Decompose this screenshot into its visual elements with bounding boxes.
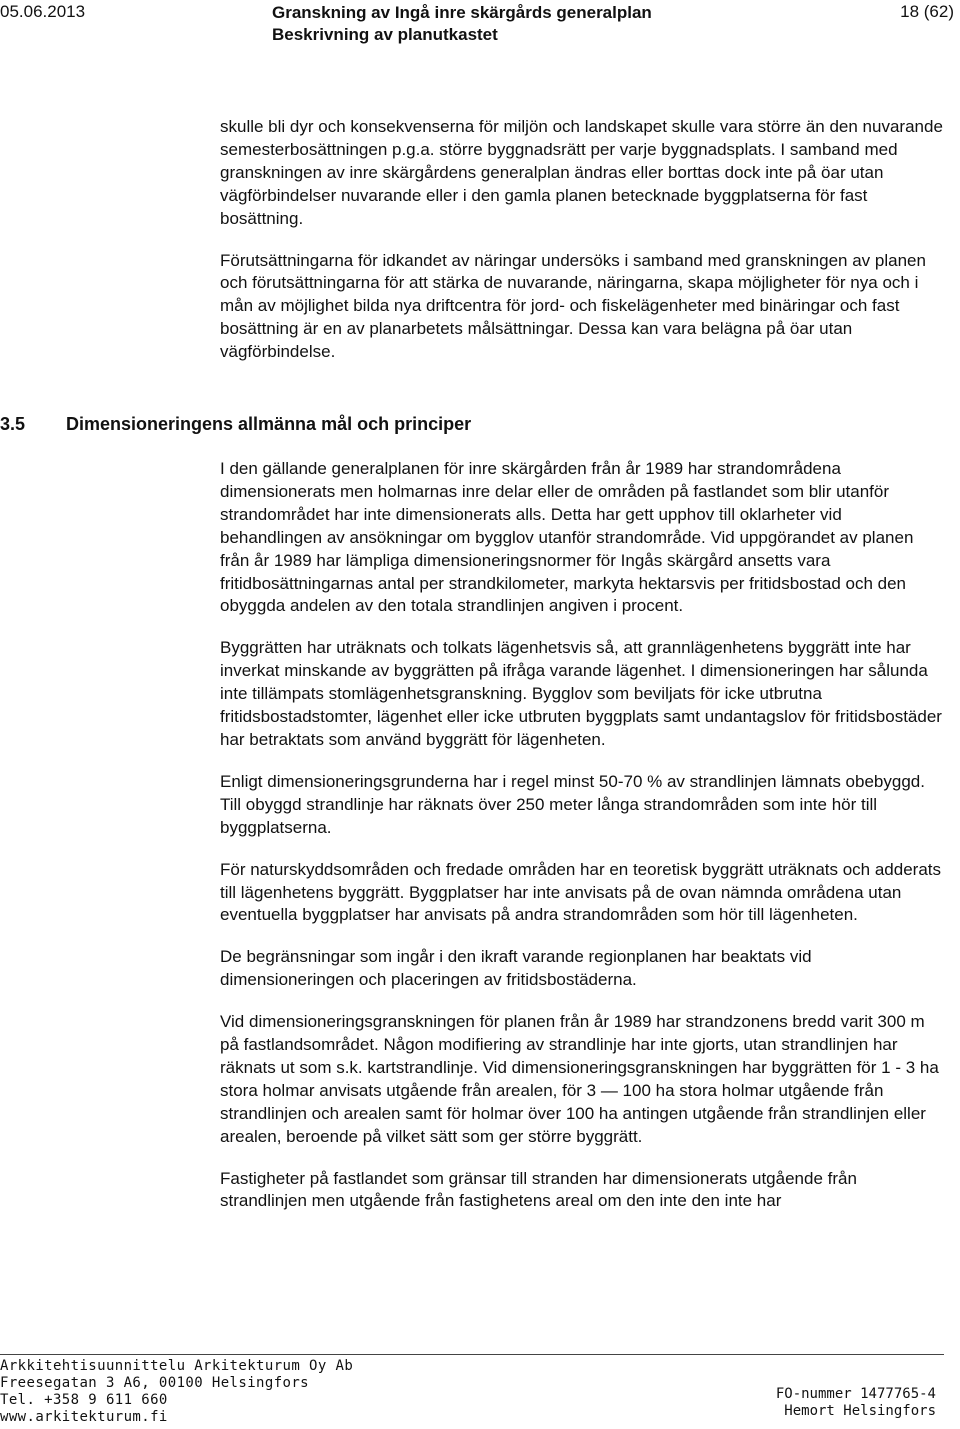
footer-contact bbox=[0, 1358, 353, 1426]
paragraph: skulle bli dyr och konsekvenserna för miljön och landskapet skulle vara större än den nuvarande semesterbosättningen p.g.a. större byggnadsrätt per varje byggnadsplats. I samband med granskningen av inre skärgårdens generalplan ändras eller borttas dock inte på öar utan vägförbindelser nuvarande eller i den gamla planen betecknade byggplatserna för fast bosättning. bbox=[220, 117, 943, 228]
paragraph: De begränsningar som ingår i den ikraft varande regionplanen har beaktats vid dimensioneringen och placeringen av fritidsbostäderna. bbox=[220, 947, 812, 990]
page-number: 18 (62) bbox=[900, 2, 954, 21]
paragraph: I den gällande generalplanen för inre skärgården från år 1989 har strandområdena dimensionerats men holmarnas inre delar eller de områden på fastlandet som blir utanför strandområdet har inte dimensionerats alls. Detta har gett upphov till oklarheter vid behandlingen av ansökningar om bygglov utanför strandområde. Vid uppgörandet av planen från år 1989 har lämpliga dimensioneringsnormer för Ingås skärgård ansetts vara fritidbosättningarnas antal per strandkilometer, markyta hektarsvis per fritidsbostad och den obyggda andelen av den totala strandlinjen angiven i procent. bbox=[220, 459, 914, 616]
intro-text-block bbox=[220, 116, 945, 383]
footer-fo-number: FO-nummer 1477765-4 bbox=[775, 1386, 936, 1402]
paragraph: Fastigheter på fastlandet som gränsar till stranden har dimensionerats utgående från strandlinjen men utgående från fastighetens areal om den inte den inte har bbox=[220, 1168, 857, 1211]
section-number: 3.5 bbox=[0, 414, 26, 434]
footer-home: Hemort Helsingfors bbox=[784, 1403, 936, 1419]
footer-website: www.arkitekturum.fi bbox=[0, 1409, 168, 1425]
header-title bbox=[272, 2, 752, 46]
footer-address: Freesegatan 3 A6, 00100 Helsingfors bbox=[0, 1375, 310, 1391]
document-title: Granskning av Ingå inre skärgårds generalplan bbox=[272, 3, 652, 22]
footer-divider bbox=[0, 1354, 944, 1355]
footer-company: Arkkitehtisuunnittelu Arkitekturum Oy Ab bbox=[0, 1358, 354, 1374]
paragraph: Enligt dimensioneringsgrunderna har i regel minst 50-70 % av strandlinjen lämnats obebyggd. Till obyggd strandlinje har räknats över 250 meter långa strandområden som inte hör till byggplatserna. bbox=[220, 771, 925, 837]
paragraph: För naturskyddsområden och fredade områden har en teoretisk byggrätt uträknats och adderats till lägenhetens byggrätt. Byggplatser har inte anvisats på de ovan nämnda områdena utan eventuella byggplatser har anvisats på andra strandområden som hör till lägenheten. bbox=[220, 859, 942, 925]
header-date: 05.06.2013 bbox=[0, 2, 86, 21]
section-title: Dimensioneringens allmänna mål och principer bbox=[66, 414, 472, 434]
section-heading bbox=[0, 414, 471, 435]
footer-registration bbox=[776, 1386, 936, 1420]
document-subtitle: Beskrivning av planutkastet bbox=[272, 25, 498, 44]
paragraph: Vid dimensioneringsgranskningen för planen från år 1989 har strandzonens bredd varit 300 m på fastlandsområdet. Någon modifiering av strandlinje har inte gjorts, utan strandlinjen har räknats ut som s.k. kartstrandlinje. Vid dimensioneringsgranskningen har byggrätten för 1 - 3 ha stora holmar anvisats utgående från arealen, för 3 — 100 ha stora holmar utgående från strandlinjen och arealen samt för holmar över 100 ha antingen utgående från strandlinjen eller arealen, beroende på vilket sätt som ger större byggrätt. bbox=[220, 1012, 939, 1146]
paragraph: Byggrätten har uträknats och tolkats lägenhetsvis så, att grannlägenhetens byggrätt inte har inverkat minskande av byggrätten på ifråga varande lägenhet. I dimensioneringen har sålunda inte tillämpats stomlägenhetsgranskning. Bygglov som beviljats för icke utbrutna fritidsbostadstomter, lägenhet eller icke utbruten byggplats samt undantagslov för fritidsbostäder har betraktats som använd byggrätt för lägenheten. bbox=[220, 638, 942, 749]
footer-phone: Tel. +358 9 611 660 bbox=[0, 1392, 168, 1408]
paragraph: Förutsättningarna för idkandet av näringar undersöks i samband med granskningen av planen och förutsättningarna för att stärka de nuvarande, näringarna, skapa möjligheter för nya och i mån av möjlighet bilda nya driftcentra för jord- och fiskelägenheter med binäringar och fast bosättning är en av planarbetets målsättningar. Dessa kan vara belägna på öar utan vägförbindelse. bbox=[220, 250, 926, 362]
section-text-block bbox=[220, 458, 945, 1232]
